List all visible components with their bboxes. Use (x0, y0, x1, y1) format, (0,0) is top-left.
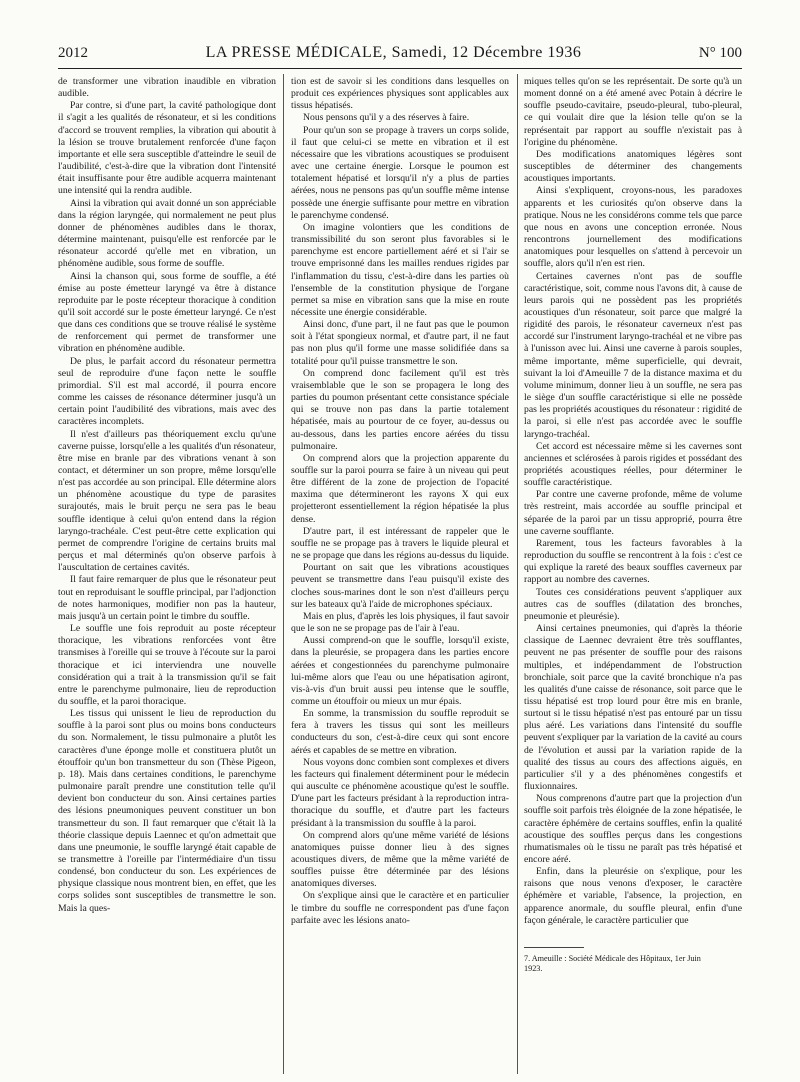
paragraph: D'autre part, il est intéressant de rappeler que le souffle ne se propage pas à travers le liquide pleural et ne se propage que dans les régions au-dessus du liquide. (291, 525, 509, 562)
page-number: 2012 (58, 45, 88, 61)
paragraph: Ainsi s'expliquent, croyons-nous, les paradoxes apparents et les curiosités qu'on observe dans la pratique. Nous ne les considérons comme tels que parce que nous en avons une conception erronée. Nous rencontrons journellement des modifications anatomiques pour lesquelles on s'attend à percevoir un souffle, alors qu'il n'en est rien. (524, 185, 742, 270)
paragraph: Certaines cavernes n'ont pas de souffle caractéristique, soit, comme nous l'avons dit, à cause de leurs parois qui ne possèdent pas les propriétés acoustiques d'un résonateur, soit parce que malgré la rigidité des parois, le résonateur caverneux n'est pas accordé sur l'instrument laryngo-trachéal et ne vibre pas à l'unisson avec lui. Ainsi une caverne à parois souples, même importante, même superficielle, qui devrait, suivant la loi d'Ameuille 7 de la distance maxima et du volume minimum, donner lieu à un souffle, ne sera pas le siège d'un souffle caractéristique si elle ne possède pas les propriétés acoustiques du résonateur : rigidité de la paroi, si elle n'est pas accordée avec le souffle laryngo-trachéal. (524, 270, 742, 440)
paragraph: miques telles qu'on se les représentait. De sorte qu'à un moment donné on a été amené avec Potain à décrire le souffle pseudo-cavitaire, pseudo-pleural, tubo-pleural, ce qui voulait dire que la lésion telle qu'on se la représentait par rapport au souffle n'existait pas à l'origine du phénomène. (524, 76, 742, 148)
column-divider-2 (517, 74, 518, 1074)
paragraph: On imagine volontiers que les conditions de transmissibilité du son seront plus favorables si le parenchyme est encore partiellement aéré et si l'air se trouve emprisonné dans les mailles rendues rigides par l'inflammation du tissu, c'est-à-dire dans les parties où l'ensemble de la constitution physique de l'organe permet sa mise en vibration sans que la mise en route nécessite une énergie considérable. (291, 221, 509, 318)
paragraph: Pour qu'un son se propage à travers un corps solide, il faut que celui-ci se mette en vibration et il est nécessaire que les vibrations acoustiques se produisent avec une certaine énergie. Lorsque le poumon est totalement hépatisé et lorsqu'il n'y a plus de parties aérées, nous ne pensons pas qu'un souffle même intense possède une énergie suffisante pour mettre en vibration le parenchyme condensé. (291, 124, 509, 221)
paragraph: On comprend donc facilement qu'il est très vraisemblable que le son se propagera le long des parties du poumon présentant cette consistance spéciale qui se trouve non pas dans la partie totalement hépatisée, mais au pourtour de ce foyer, au-dessus ou au-dessous, dans les parties encore aérées du tissu pulmonaire. (291, 367, 509, 452)
paragraph: tion est de savoir si les conditions dans lesquelles on produit ces expériences physiques sont applicables aux tissus hépatisés. (291, 76, 509, 112)
paragraph: Il n'est d'ailleurs pas théoriquement exclu qu'une caverne puisse, lorsqu'elle a les qualités d'un résonateur, être mise en branle par des vibrations venant à son contact, et déterminer un son propre, même lorsqu'elle n'est pas accordée au son principal. Elle détermine alors un phénomène acoustique du type de parasites surajoutés, mais le bruit perçu ne sera pas le beau souffle identique à celui qu'on entend dans la région laryngo-trachéale. C'est peut-être cette explication qui permet de comprendre l'origine de certains bruits mal perçus et mal déterminés qu'on observe parfois à l'auscultation de certaines cavités. (58, 428, 276, 574)
paragraph: Ainsi certaines pneumonies, qui d'après la théorie classique de Laennec devraient être très soufflantes, peuvent ne pas présenter de souffle pour des raisons multiples, et indépendamment de l'obstruction bronchiale, soit parce que la cavité bronchique n'a pas les qualités d'une caisse de résonance, soit parce que le tissu hépatisé est trop lourd pour être mis en branle, surtout si le tissu hépatisé n'est pas entouré par un tissu plus aéré. Les variations dans l'intensité du souffle peuvent s'expliquer par la variation de la cavité au cours de l'évolution et aussi par la variation rapide de la qualité des tissus au cours des affections aiguës, en particulier s'il y a des phénomènes congestifs et fluxionnaires. (524, 623, 742, 793)
paragraph: Il faut faire remarquer de plus que le résonateur peut tout en reproduisant le souffle principal, par l'adjonction de notes harmoniques, modifier non pas la hauteur, mais jusqu'à un certain point le timbre du souffle. (58, 574, 276, 622)
paragraph: Ainsi la vibration qui avait donné un son appréciable dans la région laryngée, qui normalement ne peut plus donner de phénomènes audibles dans le thorax, détermine maintenant, puisqu'elle est renforcée par le résonateur accordé qu'elle met en vibration, un phénomène audible, sous forme de souffle. (58, 197, 276, 270)
paragraph: Cet accord est nécessaire même si les cavernes sont anciennes et sclérosées à parois rigides et possédant des propriétés acoustiques réelles, pour déterminer le souffle caractéristique. (524, 440, 742, 489)
column-divider-1 (283, 74, 284, 1074)
paragraph: Les tissus qui unissent le lieu de reproduction du souffle à la paroi sont plus ou moins bons conducteurs du son. Normalement, le tissu pulmonaire a plutôt les caractères d'une éponge molle et constituera plutôt un étouffoir qu'un bon transmetteur du son (Thèse Pigeon, p. 18). Mais dans certaines conditions, le parenchyme pulmonaire paraît prendre une constitution telle qu'il devient bon conducteur du son. Ainsi certaines parties des lésions pneumoniques peuvent constituer un bon transmetteur du son. Il faut remarquer que c'était là la théorie classique depuis Laennec et qu'on admettait que dans une pneumonie, le souffle laryngé était capable de se transmettre à l'oreille par l'intermédiaire d'un tissu condensé, bon conducteur du son. Les expériences de physique classique nous montrent bien, en effet, que les corps solides sont susceptibles de transmettre le son. Mais la ques- (58, 708, 276, 914)
paragraph: On comprend alors qu'une même variété de lésions anatomiques puisse donner lieu à des signes acoustiques divers, de même que la même variété de souffles puisse être déterminée par des lésions anatomiques diverses. (291, 829, 509, 890)
paragraph: de transformer une vibration inaudible en vibration audible. (58, 76, 276, 100)
footnote-rule (524, 947, 584, 948)
paragraph: Pourtant on sait que les vibrations acoustiques peuvent se transmettre dans l'eau puisqu'il existe des cloches sous-marines dont le son n'est d'ailleurs perçu sur les bateaux qu'à l'aide de microphones spéciaux. (291, 562, 509, 610)
paragraph: Rarement, tous les facteurs favorables à la reproduction du souffle se rencontrent à la fois : c'est ce qui explique la rareté des beaux souffles caverneux par rapport au nombre des cavernes. (524, 537, 742, 586)
article-column-2 (291, 76, 509, 1076)
paragraph: En somme, la transmission du souffle reproduit se fera à travers les tissus qui sont les meilleurs conducteurs du son, c'est-à-dire ceux qui sont encore aérés et capables de se mettre en vibration. (291, 708, 509, 756)
header-rule (58, 68, 742, 69)
issue-number: N° 100 (698, 45, 742, 61)
paragraph: Nous voyons donc combien sont complexes et divers les facteurs qui finalement déterminent pour le médecin qui ausculte ce phénomène acoustique qu'est le souffle. D'une part les facteurs présidant à la reproduction intra-thoracique du souffle, et d'autre part les facteurs présidant à la transmission du souffle à la paroi. (291, 756, 509, 829)
paragraph: Nous comprenons d'autre part que la projection d'un souffle soit parfois très éloignée de la zone hépatisée, le caractère éphémère de certains souffles, enfin la qualité acoustique des souffles perçus dans les congestions rhumatismales où le tissu ne paraît pas très hépatisé et encore aéré. (524, 793, 742, 865)
paragraph: Mais en plus, d'après les lois physiques, il faut savoir que le son ne se propage pas de l'air à l'eau. (291, 610, 509, 635)
paragraph: Aussi comprend-on que le souffle, lorsqu'il existe, dans la pleurésie, se propagera dans les parties encore aérées et congestionnées du parenchyme pulmonaire lui-même alors que l'eau ou une hépatisation agiront, vis-à-vis d'un bruit aussi peu intense que le souffle, comme un étouffoir ou mieux un mur épais. (291, 635, 509, 707)
paragraph: On comprend alors que la projection apparente du souffle sur la paroi pourra se faire à un niveau qui peut être différent de la zone de projection de l'opacité maxima que détermineront les rayons X qui eux projetteront essentiellement la région hépatisée la plus dense. (291, 452, 509, 525)
paragraph: Ainsi donc, d'une part, il ne faut pas que le poumon soit à l'état spongieux normal, et d'autre part, il ne faut pas non plus qu'il forme une masse solidifiée dans sa totalité pour qu'il puisse transmettre le son. (291, 319, 509, 367)
paragraph: Par contre une caverne profonde, même de volume très restreint, mais accordée au souffle principal et séparée de la paroi par un tissu approprié, pourra être une caverne soufflante. (524, 489, 742, 537)
paragraph: Nous pensons qu'il y a des réserves à faire. (303, 112, 470, 124)
paragraph: Toutes ces considérations peuvent s'appliquer aux autres cas de souffles (dilatation des bronches, pneumonie et pleurésie). (524, 586, 742, 622)
paragraph: Des modifications anatomiques légères sont susceptibles de déterminer des changements acoustiques importants. (524, 148, 742, 185)
footnote-line: 7. Ameuille : Société Médicale des Hôpitaux, 1er Juin (524, 953, 701, 963)
page-header (58, 44, 742, 66)
paragraph: Le souffle une fois reproduit au poste récepteur thoracique, les vibrations renforcées vont être transmises à l'oreille qui se trouve à l'écoute sur la paroi thoracique et ici interviendra une nouvelle considération qui a trait à la transmission qu'il se fait entre le parenchyme pulmonaire, lieu de reproduction du souffle, et la paroi thoracique. (58, 623, 276, 707)
footnote (524, 954, 742, 974)
article-column-1 (58, 76, 276, 1076)
article-column-3 (524, 76, 742, 1076)
journal-title-date: LA PRESSE MÉDICALE, Samedi, 12 Décembre 1936 (205, 44, 582, 61)
footnote-line: 1923. (524, 963, 543, 973)
paragraph: Ainsi la chanson qui, sous forme de souffle, a été émise au poste émetteur laryngé va être à distance reproduite par le poste récepteur thoracique à condition qu'il soit accordé sur le poste émetteur laryngé. Ce n'est que dans ces conditions que se trouve réalisé le système de renforcement qui permet de transformer une vibration en phénomène audible. (58, 270, 276, 355)
paragraph: De plus, le parfait accord du résonateur permettra seul de reproduire d'une façon nette le souffle primordial. S'il est mal accordé, il pourra encore comme les caisses de résonance déterminer jusqu'à un certain point l'audibilité des vibrations, mais avec des caractères incomplets. (58, 355, 276, 428)
paragraph: On s'explique ainsi que le caractère et en particulier le timbre du souffle ne correspondent pas d'une façon parfaite avec les lésions anato- (291, 890, 509, 926)
paragraph: Enfin, dans la pleurésie on s'explique, pour les raisons que nous venons d'exposer, le caractère éphémère et variable, l'absence, la projection, en apparence anormale, du souffle pleural, enfin d'une façon générale, le caractère particulier que (524, 866, 742, 926)
paragraph: Par contre, si d'une part, la cavité pathologique dont il s'agit a les qualités de résonateur, et si les conditions d'accord se trouvent remplies, la vibration qui aboutit à la lésion se trouve brutalement renforcée d'une façon importante et elle sera susceptible d'atteindre le seuil de l'audibilité, c'est-à-dire que la vibration dont l'intensité était insuffisante pour être audible acquerra maintenant une intensité qui la rendra audible. (58, 100, 276, 197)
